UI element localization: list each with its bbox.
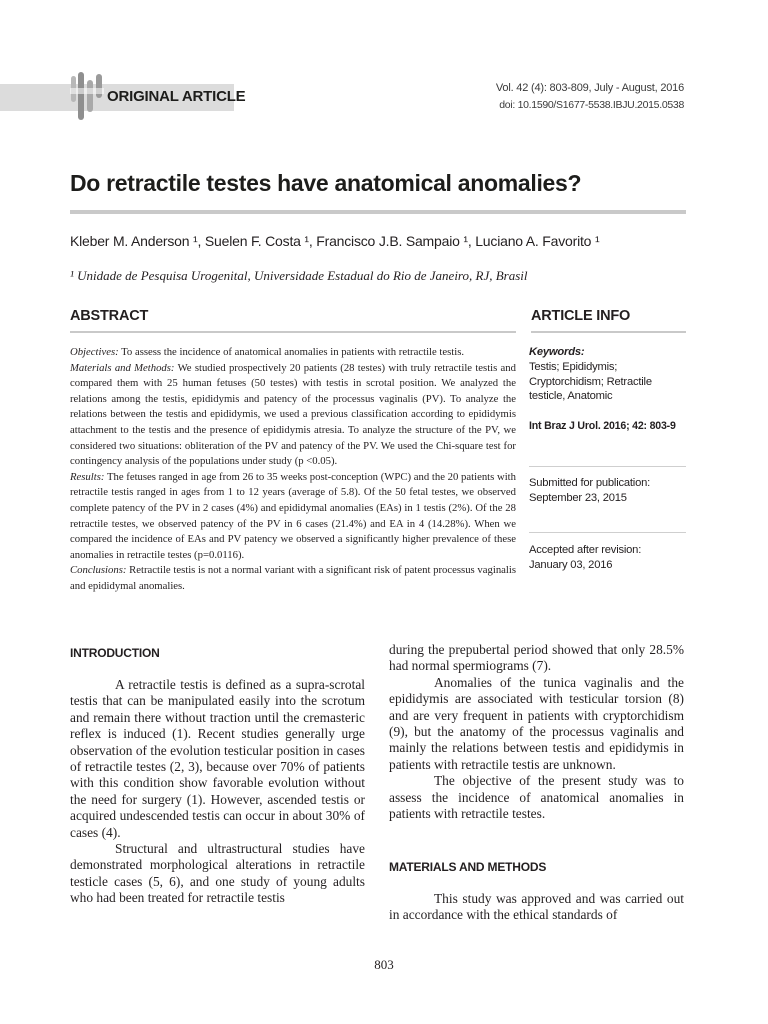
intro-paragraph-3: Anomalies of the tunica vaginalis and the epididymis are associated with testicular torsion (8) and are very frequent in patients with cryptorchidism (9), but the anatomy of the processus vaginalis and mainly the relations between testis and epididymis in patients with retractile testis are unknown. <box>389 674 684 772</box>
author-list: Kleber M. Anderson ¹, Suelen F. Costa ¹, Francisco J.B. Sampaio ¹, Luciano A. Favorito ¹ <box>70 233 600 249</box>
abstract-body <box>70 345 516 595</box>
page-number: 803 <box>374 957 394 972</box>
article-info-divider <box>531 331 686 333</box>
objectives-text: To assess the incidence of anatomical anomalies in patients with retractile testis. <box>118 346 465 358</box>
conclusions-label: Conclusions: <box>70 564 127 577</box>
introduction-heading: INTRODUCTION <box>70 646 160 660</box>
accepted-date: January 03, 2016 <box>529 559 613 571</box>
volume-info: Vol. 42 (4): 803-809, July - August, 2016 <box>495 82 684 94</box>
results-text: The fetuses ranged in age from 26 to 35 weeks post-conception (WPC) and the 20 patients with retractile testis ranged in ages from 1 to 12 years (average of 5.8). Of the 50 fetal testes, we observed complete patency of the PV in 2 cases (4%) and epididymal anomalies (EAs) in 1 testis (2%). Of the 28 retractile testes, we observed patency of the PV in 6 cases (21.4%) and EA in 4 (14.28%). When we compared the incidence of EAs and PV patency we observed a significantly higher prevalence of these anomalies in retractile testes (p=0.0116). <box>70 470 516 561</box>
conclusions-text: Retractile testis is not a normal variant with a significant risk of patent processus vaginalis and epididymal anomalies. <box>70 564 516 592</box>
info-divider-1 <box>529 466 686 467</box>
objectives-label: Objectives: <box>70 346 119 358</box>
methods-paragraph-1: This study was approved and was carried out in accordance with the ethical standards of <box>389 891 684 923</box>
affiliation: ¹ Unidade de Pesquisa Urogenital, Universidade Estadual do Rio de Janeiro, RJ, Brasil <box>70 268 528 283</box>
methods-text: We studied prospectively 20 patients (28 testes) with truly retractile testis and compared them with 25 human fetuses (50 testes) with testis in scrotal position. We analyzed the relations among the testis, epididymis and patency of the processus vaginalis (PV). To analyze the relations between the testis and epididymis, we used a previous classification according to epididymis attachment to the testis and the presence of epididymis atresia. To analyze the structure of the PV, we considered two situations: obliteration of the PV and patency of the PV. We used the Chi-square test for contingency analysis of the populations under study (p <0.05). <box>70 361 516 468</box>
journal-logo-icon <box>70 72 104 120</box>
info-divider-2 <box>529 532 686 533</box>
article-title: Do retractile testes have anatomical anomalies? <box>70 170 582 196</box>
doi-link[interactable]: doi: 10.1590/S1677-5538.IBJU.2015.0538 <box>499 99 684 111</box>
accepted-label: Accepted after revision: <box>529 544 642 556</box>
abstract-heading: ABSTRACT <box>70 308 149 324</box>
keywords-text: Testis; Epididymis; Cryptorchidism; Retractile testicle, Anatomic <box>529 361 652 402</box>
submitted-label: Submitted for publication: <box>529 477 651 489</box>
title-divider <box>70 210 686 214</box>
submitted-date: September 23, 2015 <box>529 492 627 504</box>
methods-column <box>389 891 684 924</box>
keywords-label: Keywords: <box>529 346 585 358</box>
right-column <box>389 642 684 822</box>
citation: Int Braz J Urol. 2016; 42: 803-9 <box>529 420 676 432</box>
abstract-divider <box>70 331 516 333</box>
results-label: Results: <box>70 470 105 483</box>
left-column <box>70 677 365 907</box>
abstract-objectives <box>70 345 516 595</box>
intro-paragraph-1: A retractile testis is defined as a supra-scrotal testis that can be manipulated easily into the scrotum and remain there without traction until the cremasteric reflex is induced (1). Recent studies generally urge observation of the evolution testicular position in cases of retractile testes (2, 3), because over 70% of patients with this condition show favorable evolution without the need for surgery (1). However, ascended testis or acquired undescended testis can occur in about 30% of cases (4). <box>70 677 365 840</box>
intro-paragraph-2: Structural and ultrastructural studies have demonstrated morphological alterations in retractile testicle cases (5, 6), and one study of young adults who had been treated for retractile testis <box>70 841 365 906</box>
methods-label: Materials and Methods: <box>70 361 175 374</box>
article-type-label: ORIGINAL ARTICLE <box>107 88 246 105</box>
intro-paragraph-2-continued: during the prepubertal period showed that only 28.5% had normal spermiograms (7). <box>389 642 684 674</box>
methods-heading: MATERIALS AND METHODS <box>389 860 547 874</box>
intro-paragraph-4: The objective of the present study was to assess the incidence of anatomical anomalies in patients with retractile testes. <box>389 773 684 822</box>
article-info-heading: ARTICLE INFO <box>531 308 631 324</box>
